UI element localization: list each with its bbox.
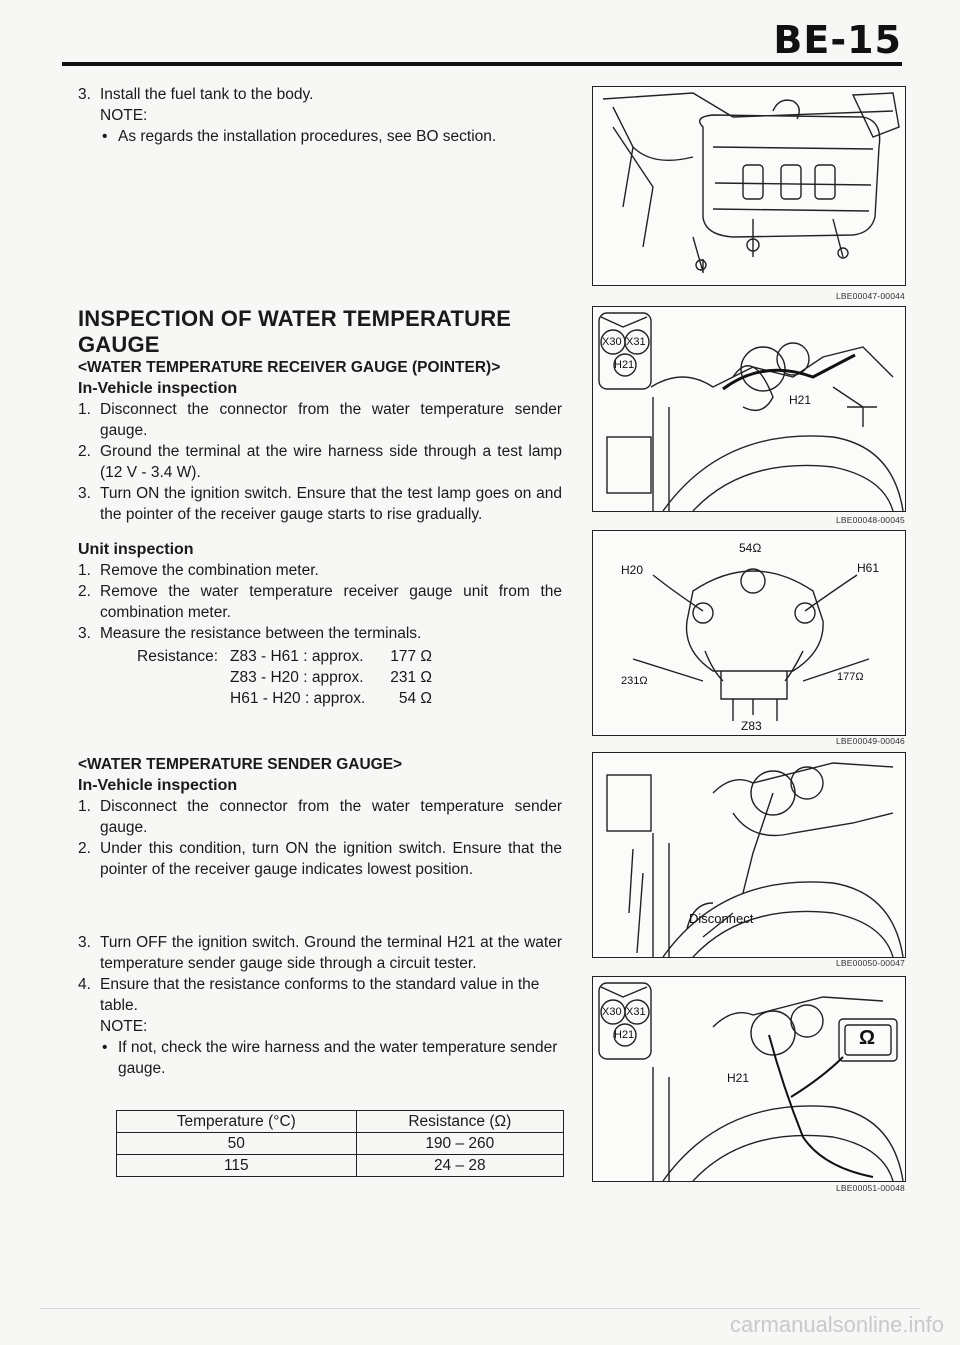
- terminal-label: Z83: [741, 719, 762, 733]
- step-number: 3.: [78, 625, 91, 642]
- step-number: 3.: [78, 934, 91, 951]
- watermark: carmanualsonline.info: [729, 1312, 944, 1337]
- disconnect-label: Disconnect: [689, 911, 754, 926]
- step-number: 2.: [78, 583, 91, 600]
- figure-id: LBE00050-00047: [836, 958, 905, 968]
- resistance-value: 177 Ω: [390, 648, 432, 665]
- step-number: 3.: [78, 86, 91, 103]
- resistance-row: [78, 646, 562, 667]
- connector-label: X30: [602, 1006, 622, 1018]
- note-label: NOTE:: [100, 107, 148, 124]
- resistance-label: Resistance:: [137, 648, 218, 665]
- spec-table: [116, 1110, 564, 1177]
- step-text: Remove the combination meter.: [100, 562, 319, 579]
- connector-label: H21: [614, 359, 635, 371]
- step-number: 1.: [78, 401, 91, 418]
- table-cell: 50: [117, 1133, 357, 1155]
- step-number: 3.: [78, 485, 91, 502]
- resistance-row: [78, 667, 562, 688]
- resistance-label: 231Ω: [621, 675, 648, 687]
- step-text: Turn OFF the ignition switch. Ground the terminal H21 at the water temperature sender gauge side through a circuit tester.: [100, 934, 562, 972]
- receiver-steps: [78, 399, 562, 525]
- disconnect-illustration: [593, 753, 905, 957]
- step-text: Measure the resistance between the terminals.: [100, 625, 422, 642]
- note-bullet: • As regards the installation procedures, see BO section.: [78, 126, 562, 147]
- step-number: 2.: [78, 443, 91, 460]
- terminal-pair: Z83 - H20 : approx.: [230, 669, 364, 686]
- step-text: Ground the terminal at the wire harness side through a test lamp (12 V - 3.4 W).: [100, 443, 562, 481]
- figure-id: LBE00049-00046: [836, 736, 905, 746]
- receiver-subtitle: <WATER TEMPERATURE RECEIVER GAUGE (POINTER)>: [78, 359, 501, 376]
- unit-steps: [78, 560, 562, 644]
- connector-label: X30: [602, 336, 622, 348]
- connector-label: H21: [789, 393, 812, 407]
- connector-label: H21: [614, 1029, 635, 1041]
- list-item: [78, 560, 562, 581]
- figure-id: LBE00047-00044: [836, 291, 905, 301]
- step-text: Disconnect the connector from the water temperature sender gauge.: [100, 401, 562, 439]
- note-bullet: • If not, check the wire harness and the water temperature sender gauge.: [78, 1037, 562, 1079]
- step-text: Under this condition, turn ON the ignition switch. Ensure that the pointer of the receiver gauge indicates lowest position.: [100, 840, 562, 878]
- step-text: Disconnect the connector from the water temperature sender gauge.: [100, 798, 562, 836]
- list-item: [78, 581, 562, 623]
- text-column: [78, 84, 562, 1079]
- receiver-gauge-figure: [592, 530, 906, 736]
- page-number: BE-15: [773, 18, 902, 62]
- resistance-value: 231 Ω: [390, 669, 432, 686]
- step-number: 1.: [78, 562, 91, 579]
- sender-connector-figure: [592, 306, 906, 512]
- step-number: 4.: [78, 976, 91, 993]
- list-item: [78, 441, 562, 483]
- table-cell: 115: [117, 1155, 357, 1177]
- sender-disconnect-figure: [592, 752, 906, 958]
- table-row: [117, 1133, 564, 1155]
- step-text: Remove the water temperature receiver gauge unit from the combination meter.: [100, 583, 562, 621]
- install-block: [78, 84, 562, 280]
- step-text: Turn ON the ignition switch. Ensure that the test lamp goes on and the pointer of the receiver gauge starts to rise gradually.: [100, 485, 562, 523]
- step-number: 1.: [78, 798, 91, 815]
- list-item: [78, 974, 562, 1016]
- unit-inspection-heading: Unit inspection: [78, 541, 194, 558]
- fuel-tank-figure: [592, 86, 906, 286]
- table-cell: 24 – 28: [356, 1155, 563, 1177]
- connector-label: X31: [626, 336, 646, 348]
- terminal-pair: H61 - H20 : approx.: [230, 690, 366, 707]
- figure-id: LBE00048-00045: [836, 515, 905, 525]
- fuel-tank-illustration: [593, 87, 905, 285]
- install-step: [78, 84, 562, 105]
- resistance-value: 54 Ω: [398, 690, 432, 707]
- column-header: Resistance (Ω): [356, 1111, 563, 1133]
- step-text: Install the fuel tank to the body.: [100, 86, 314, 103]
- figure-id: LBE00051-00048: [836, 1183, 905, 1193]
- footer-rule: [40, 1308, 920, 1309]
- terminal-pair: Z83 - H61 : approx.: [230, 648, 364, 665]
- resistance-label: 177Ω: [837, 671, 864, 683]
- note-label: NOTE:: [100, 1018, 148, 1035]
- column-header: Temperature (°C): [117, 1111, 357, 1133]
- step-text: Ensure that the resistance conforms to the standard value in the table.: [100, 976, 540, 1014]
- header-rule: [62, 62, 902, 66]
- sender-tester-figure: [592, 976, 906, 1182]
- resistance-row: [78, 688, 562, 709]
- list-item: [78, 838, 562, 880]
- table-row: [117, 1155, 564, 1177]
- terminal-label: H61: [857, 561, 880, 575]
- list-item: [78, 623, 562, 644]
- in-vehicle-heading: In-Vehicle inspection: [78, 777, 238, 794]
- section-title: INSPECTION OF WATER TEMPERATURE GAUGE: [78, 306, 512, 357]
- ohm-meter-icon: Ω: [859, 1027, 876, 1049]
- page-header: [0, 0, 960, 70]
- resistance-label: 54Ω: [739, 541, 762, 555]
- list-item: [78, 796, 562, 838]
- list-item: [78, 399, 562, 441]
- sender-subtitle: <WATER TEMPERATURE SENDER GAUGE>: [78, 756, 403, 773]
- sender-steps: [78, 796, 562, 1016]
- connector-label: H21: [727, 1071, 750, 1085]
- table-header-row: [117, 1111, 564, 1133]
- in-vehicle-heading: In-Vehicle inspection: [78, 380, 238, 397]
- list-item: [78, 932, 562, 974]
- terminal-label: H20: [621, 563, 644, 577]
- resistance-spec: [78, 646, 562, 709]
- list-item: [78, 483, 562, 525]
- table-cell: 190 – 260: [356, 1133, 563, 1155]
- connector-label: X31: [626, 1006, 646, 1018]
- step-number: 2.: [78, 840, 91, 857]
